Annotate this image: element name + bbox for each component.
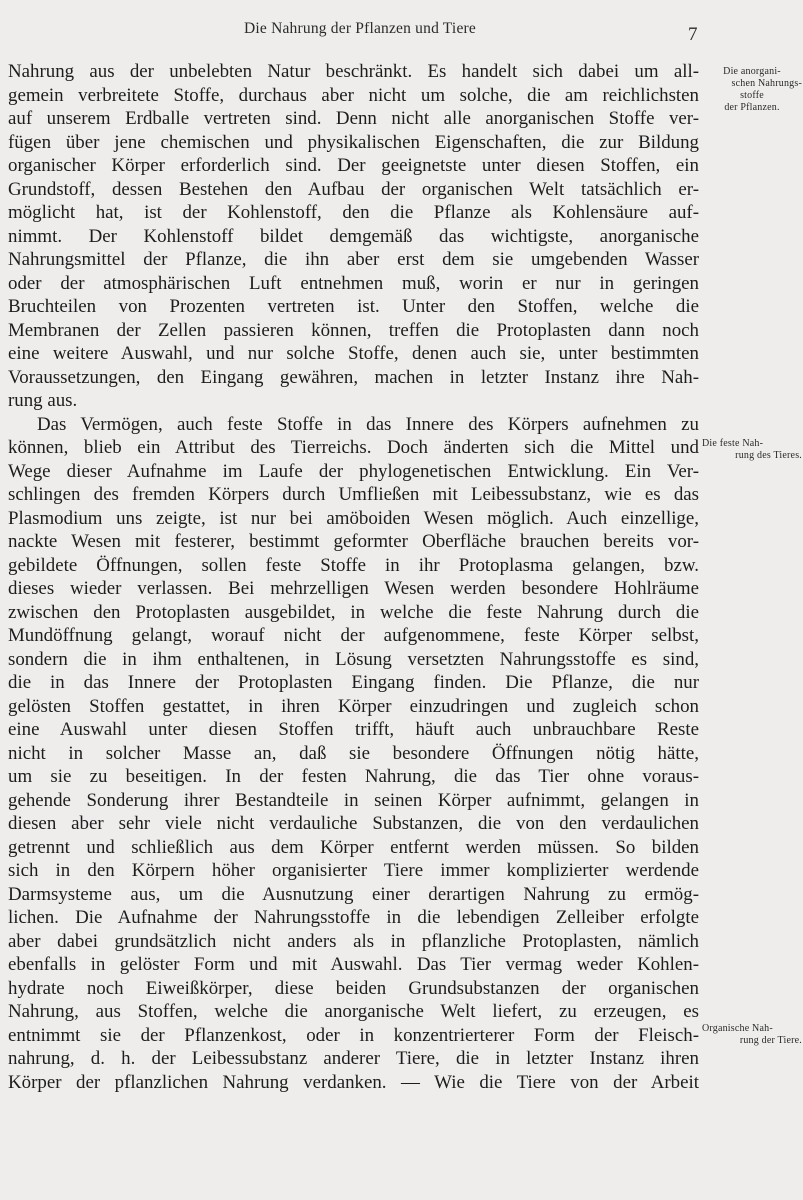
margin-note-line: rung der Tiere.: [739, 1035, 802, 1046]
margin-note-organische-nahrung: [702, 1023, 802, 1047]
text-line: Das Vermögen, auch feste Stoffe in das Innere des Körpers aufnehmen zu: [37, 413, 699, 435]
text-line: Nahrung, aus Stoffen, welche die anorganische Welt liefert, zu erzeugen, es: [8, 1001, 699, 1022]
text-line: gemein verbreitete Stoffe, durchaus aber nicht um solche, die am reichlichsten: [8, 84, 699, 106]
text-line: eine Auswahl unter diesen Stoffen trifft, häuft auch unbrauchbare Reste: [8, 719, 699, 740]
margin-note-anorganische-stoffe: [702, 66, 802, 114]
text-line: oder der atmosphärischen Luft entnehmen muß, worin er nur in geringen: [8, 272, 699, 294]
text-line: Mundöffnung gelangt, worauf nicht der aufgenommene, feste Körper selbst,: [8, 625, 699, 646]
text-line: auf unserem Erdballe vertreten sind. Denn nicht alle anorganischen Stoffe ver-: [8, 108, 699, 129]
margin-note-line: rung des Tieres.: [735, 450, 802, 461]
text-line: Darmsysteme aus, um die Ausnutzung einer derartigen Nahrung zu ermög-: [8, 883, 699, 905]
text-line: um sie zu beseitigen. In der festen Nahrung, die das Tier ohne voraus-: [8, 766, 699, 787]
paragraph-2: [8, 413, 699, 1095]
text-line: Nahrungsmittel der Pflanze, die ihn aber erst dem sie umgebenden Wasser: [8, 249, 699, 270]
text-line: zwischen den Protoplasten ausgebildet, in welche die feste Nahrung durch die: [8, 601, 699, 623]
body-text: [8, 60, 699, 1094]
text-line: Körper der pflanzlichen Nahrung verdanken. — Wie die Tiere von der Arbeit: [8, 1071, 699, 1093]
margin-note-line: Die anorgani-: [723, 66, 781, 77]
text-line: nackte Wesen mit festerer, bestimmt geformter Oberfläche brauchen bereits vor-: [8, 531, 699, 552]
text-line: Plasmodium uns zeigte, ist nur bei amöboiden Wesen möglich. Auch einzellige,: [8, 507, 699, 529]
text-line: aber dabei grundsätzlich nicht anders als in pflanzliche Protoplasten, nämlich: [8, 930, 699, 952]
running-title: Die Nahrung der Pflanzen und Tiere: [244, 20, 476, 37]
text-line: gehende Sonderung ihrer Bestandteile in seinen Körper aufnimmt, gelangen in: [8, 789, 699, 811]
text-line: sich in den Körpern höher organisierter Tiere immer komplizierter werdende: [8, 860, 699, 881]
text-line: Nahrung aus der unbelebten Natur beschränkt. Es handelt sich dabei um all-: [8, 61, 699, 82]
margin-note-line: schen Nahrungs-: [731, 78, 802, 89]
page-number: 7: [688, 24, 698, 45]
margin-note-line: der Pflanzen.: [724, 102, 780, 113]
text-line: gebildete Öffnungen, sollen feste Stoffe in ihr Protoplasma gelangen, bzw.: [8, 554, 699, 576]
text-line: ebenfalls in gelöster Form und mit Auswahl. Das Tier vermag weder Kohlen-: [8, 954, 699, 975]
text-line: Wege dieser Aufnahme im Laufe der phylogenetischen Entwicklung. Ein Ver-: [8, 460, 699, 482]
text-line: entnimmt sie der Pflanzenkost, oder in konzentrierterer Form der Fleisch-: [8, 1024, 699, 1046]
text-line: organischer Körper erforderlich sind. Der geeignetste unter diesen Stoffen, ein: [8, 155, 699, 176]
margin-note-line: Die feste Nah-: [702, 438, 764, 449]
text-line: diesen aber sehr viele nicht verdauliche Substanzen, die von den verdaulichen: [8, 813, 699, 834]
text-line: fügen über jene chemischen und physikalischen Eigenschaften, die zur Bildung: [8, 131, 699, 153]
text-line: nahrung, d. h. der Leibessubstanz anderer Tiere, die in letzter Instanz ihren: [8, 1048, 699, 1069]
text-line: können, blieb ein Attribut des Tierreichs. Doch änderten sich die Mittel und: [8, 437, 699, 458]
text-line: nicht in solcher Masse an, daß sie besondere Öffnungen nötig hätte,: [8, 742, 699, 764]
text-line: sondern die in ihm enthaltenen, in Lösung versetzten Nahrungsstoffe es sind,: [8, 648, 699, 670]
text-line: möglicht hat, ist der Kohlenstoff, den die Pflanze als Kohlensäure auf-: [8, 202, 699, 223]
text-line: dieses wieder verlassen. Bei mehrzelligen Wesen werden besondere Hohlräume: [8, 578, 699, 599]
text-line: Grundstoff, dessen Bestehen den Aufbau der organischen Welt tatsächlich er-: [8, 178, 699, 200]
text-line: Voraussetzungen, den Eingang gewähren, machen in letzter Instanz ihre Nah-: [8, 366, 699, 388]
paragraph-1: [8, 60, 699, 413]
text-line: hydrate noch Eiweißkörper, diese beiden Grundsubstanzen der organischen: [8, 977, 699, 999]
text-line: Membranen der Zellen passieren können, treffen die Protoplasten dann noch: [8, 319, 699, 341]
text-line: Bruchteilen von Prozenten vertreten ist. Unter den Stoffen, welche die: [8, 296, 699, 317]
margin-note-line: Organische Nah-: [702, 1023, 773, 1034]
margin-note-line: stoffe: [740, 90, 764, 101]
text-line: eine weitere Auswahl, und nur solche Stoffe, denen auch sie, unter bestimmten: [8, 343, 699, 364]
text-line: schlingen des fremden Körpers durch Umfließen mit Leibessubstanz, wie es das: [8, 484, 699, 505]
text-line: die in das Innere der Protoplasten Eingang finden. Die Pflanze, die nur: [8, 672, 699, 693]
text-line: nimmt. Der Kohlenstoff bildet demgemäß das wichtigste, anorganische: [8, 225, 699, 247]
text-line: rung aus.: [8, 390, 78, 411]
text-line: getrennt und schließlich aus dem Körper entfernt werden müssen. So bilden: [8, 836, 699, 858]
margin-note-feste-nahrung: [702, 438, 802, 462]
text-line: gelösten Stoffen gestattet, in ihren Körper einzudringen und zugleich schon: [8, 695, 699, 717]
text-line: lichen. Die Aufnahme der Nahrungsstoffe in die lebendigen Zelleiber erfolgte: [8, 907, 699, 928]
